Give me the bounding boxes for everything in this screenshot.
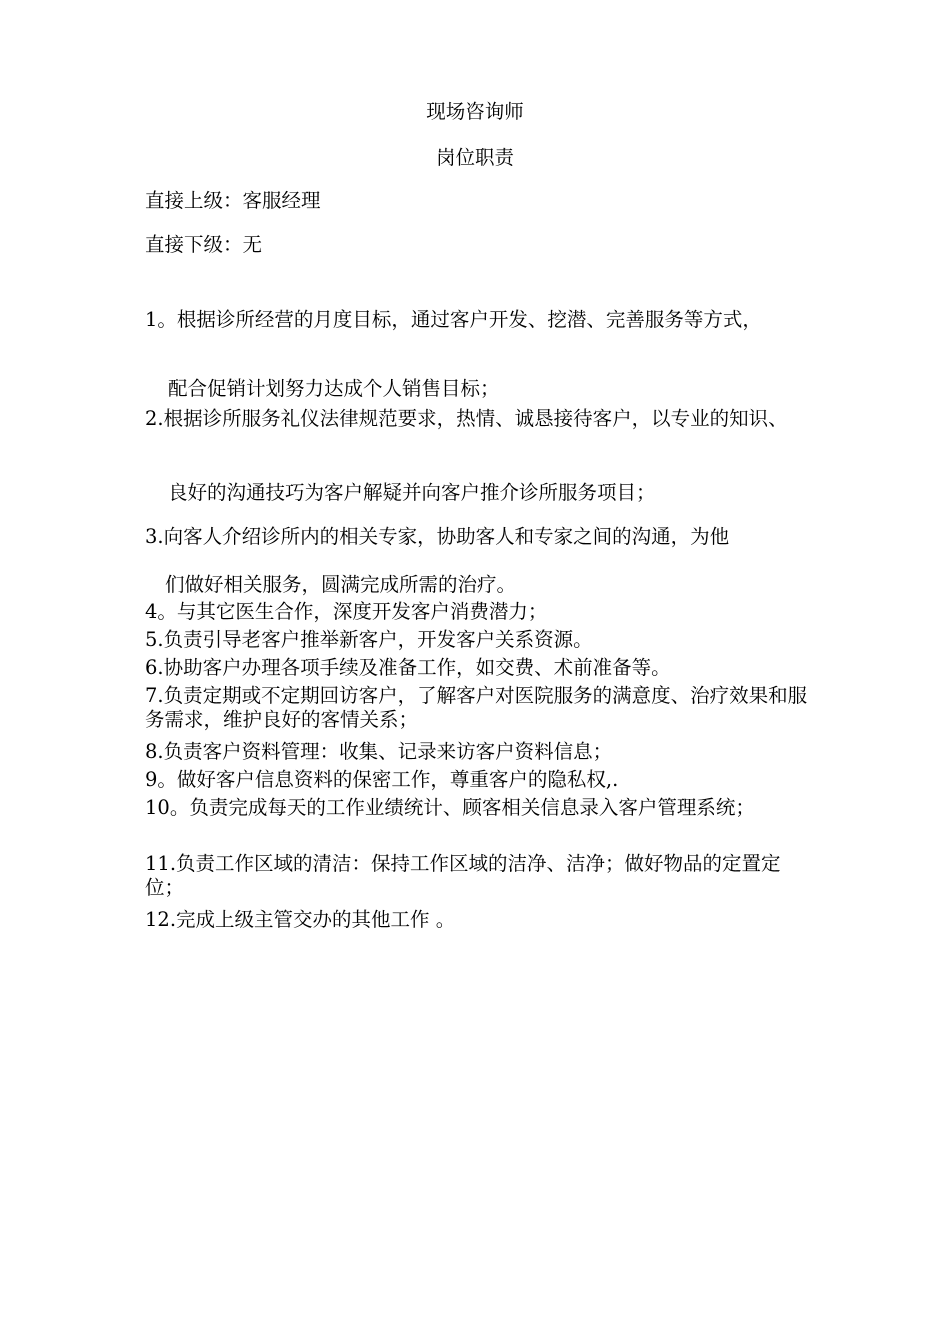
duty-item-7: 7.负责定期或不定期回访客户，了解客户对医院服务的满意度、治疗效果和服务需求，维护良好的客情关系； — [145, 684, 808, 731]
duty-item-3: 3.向客人介绍诊所内的相关专家，协助客人和专家之间的沟通，为他 — [145, 525, 730, 548]
duty-item-5: 5.负责引导老客户推举新客户，开发客户关系资源。 — [145, 628, 593, 651]
duty-item-6: 6.协助客户办理各项手续及准备工作，如交费、术前准备等。 — [145, 656, 671, 679]
duty-item-2-continued: 良好的沟通技巧为客户解疑并向客户推介诊所服务项目； — [168, 481, 656, 504]
document-subtitle: 岗位职责 — [435, 146, 514, 169]
duty-item-11: 11.负责工作区域的清洁：保持工作区域的洁净、洁净；做好物品的定置定位； — [145, 852, 781, 899]
duty-item-12: 12.完成上级主管交办的其他工作 。 — [145, 908, 456, 931]
duty-item-8: 8.负责客户资料管理：收集、记录来访客户资料信息； — [145, 740, 613, 763]
duty-item-1: 1。根据诊所经营的月度目标，通过客户开发、挖潜、完善服务等方式， — [145, 308, 762, 331]
duty-item-10: 10。负责完成每天的工作业绩统计、顾客相关信息录入客户管理系统； — [145, 796, 755, 819]
direct-subordinate: 直接下级：无 — [145, 233, 263, 256]
document-title: 现场咨询师 — [426, 100, 524, 123]
duty-item-3-continued: 们做好相关服务，圆满完成所需的治疗。 — [165, 573, 517, 596]
duty-item-4: 4。与其它医生合作，深度开发客户消费潜力； — [145, 600, 548, 623]
duty-item-2: 2.根据诊所服务礼仪法律规范要求，热情、诚恳接待客户，以专业的知识、 — [145, 407, 788, 430]
direct-superior: 直接上级：客服经理 — [145, 189, 321, 212]
duty-item-1-continued: 配合促销计划努力达成个人销售目标； — [168, 377, 500, 400]
duty-item-9: 9。做好客户信息资料的保密工作，尊重客户的隐私权,. — [145, 768, 619, 791]
